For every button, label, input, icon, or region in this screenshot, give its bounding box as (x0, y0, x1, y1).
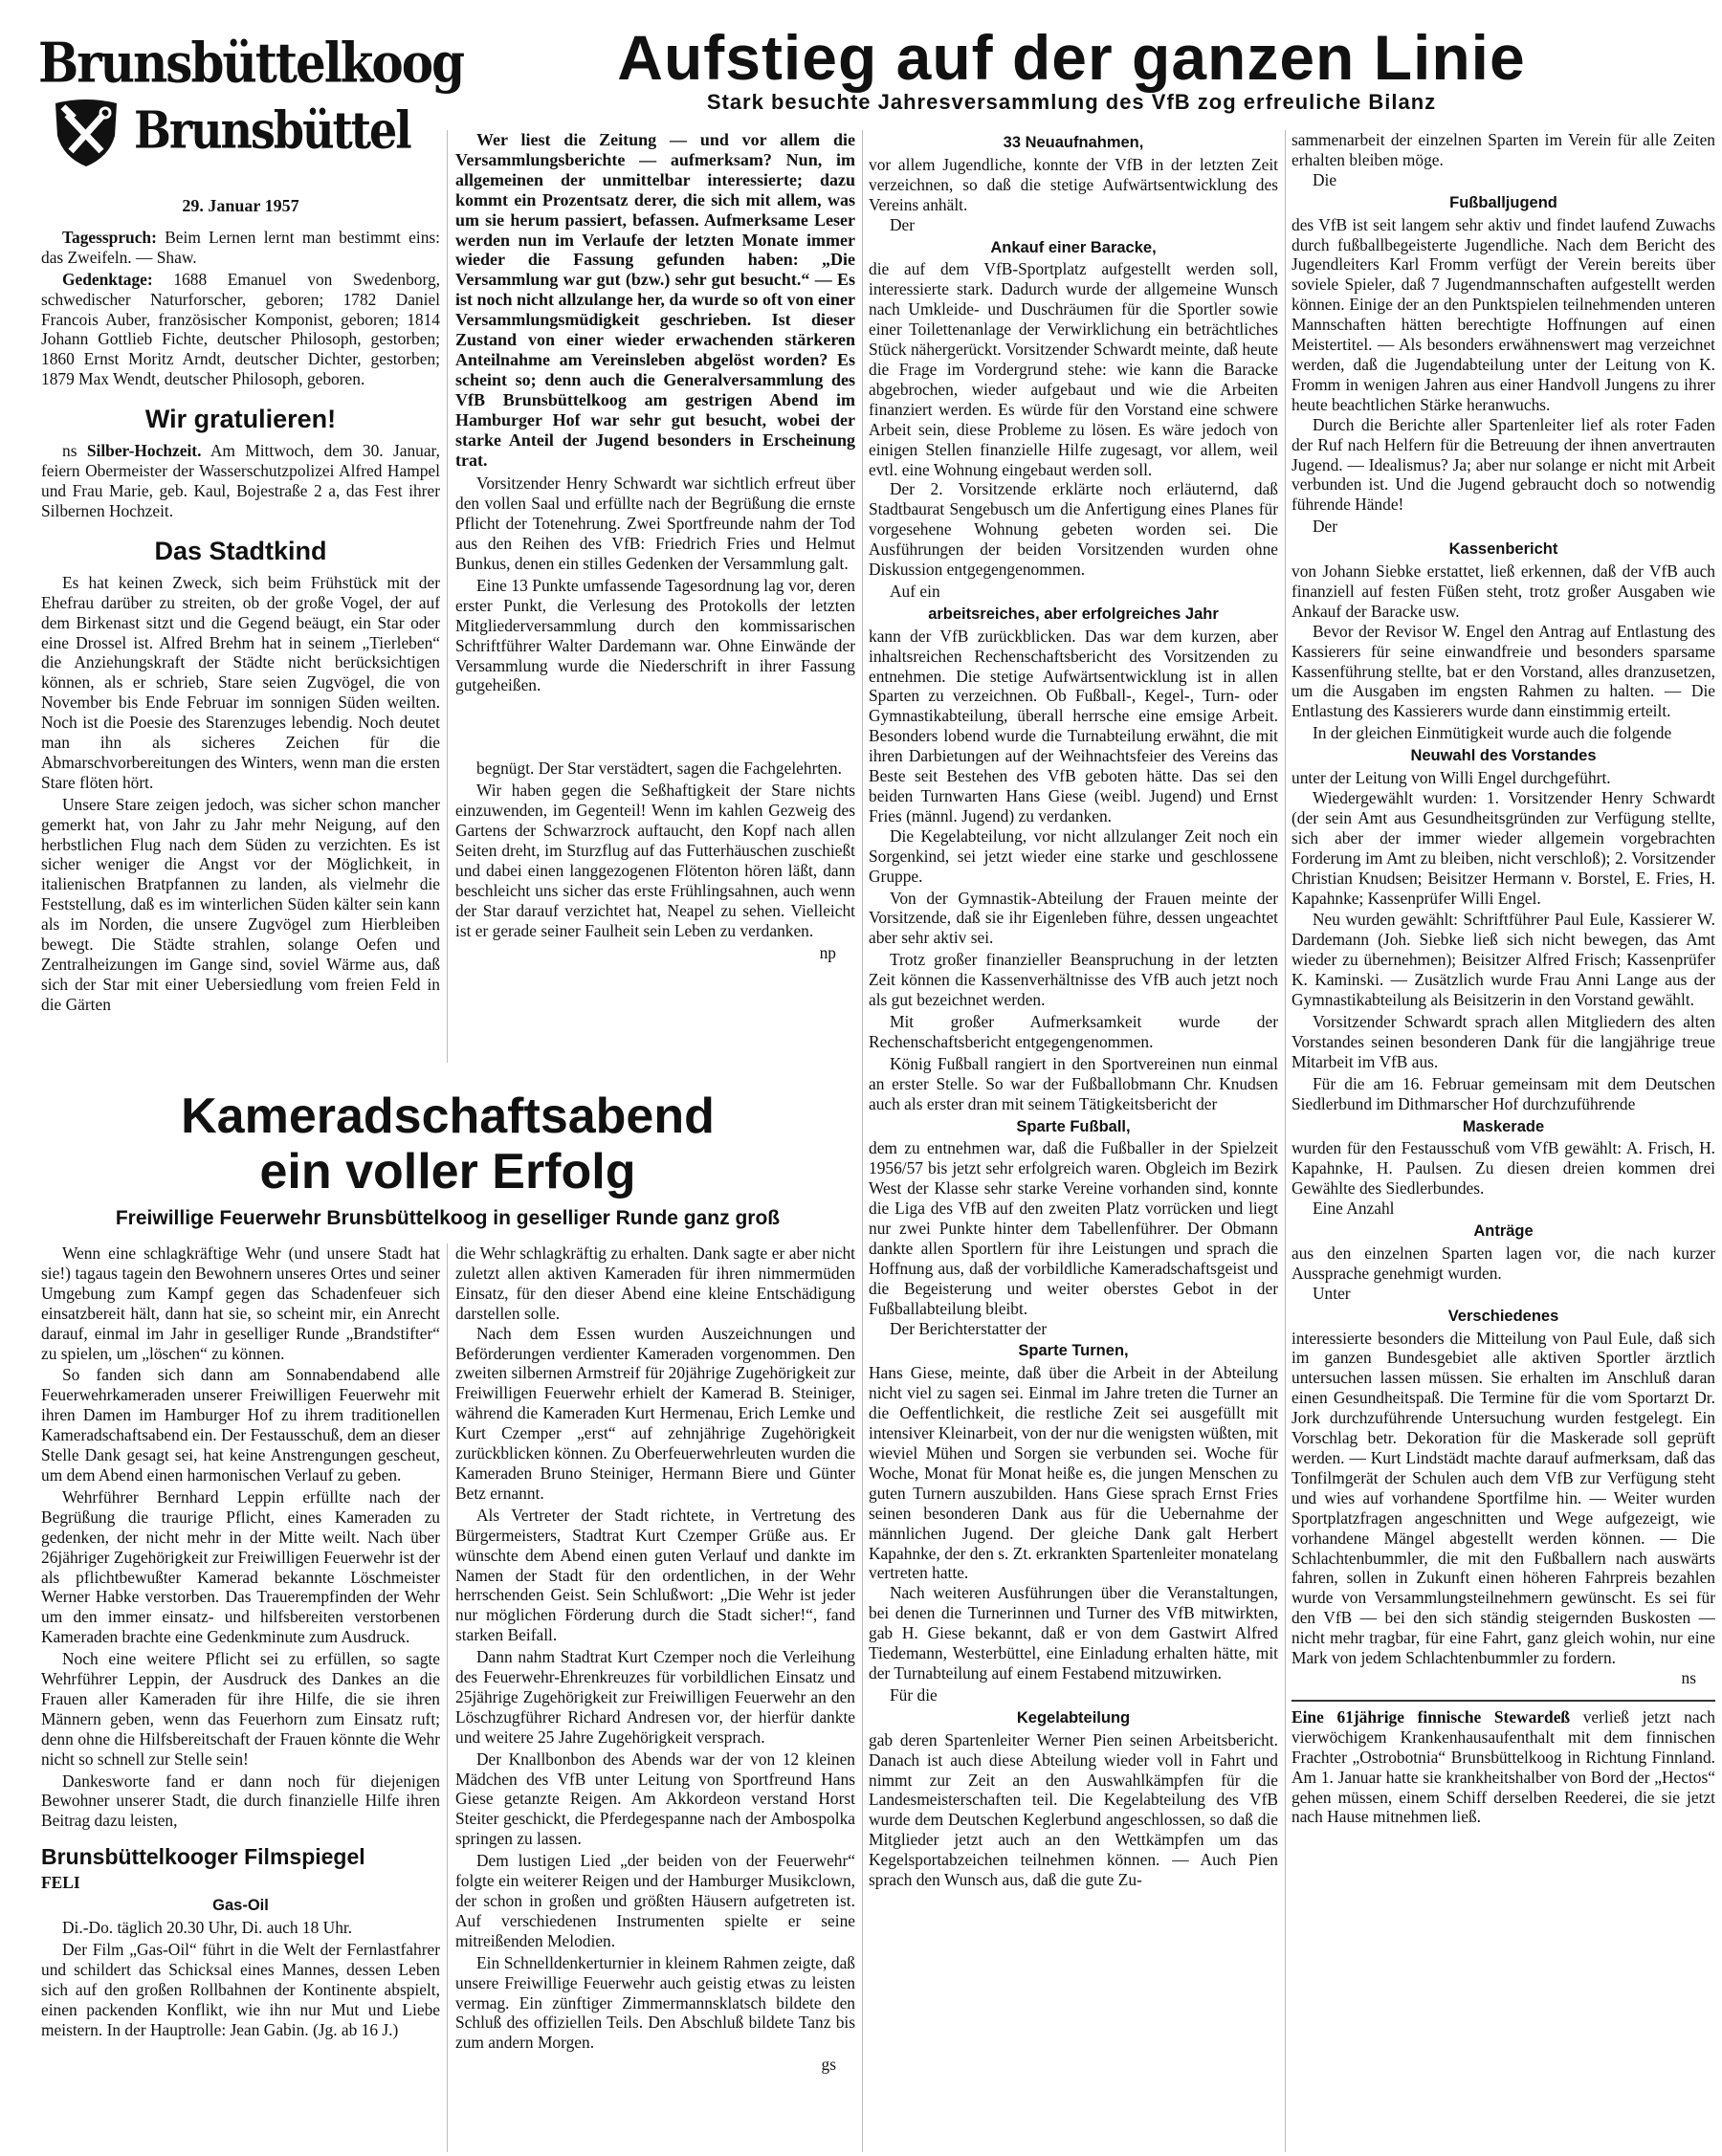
section-heading: Fußballjugend (1449, 193, 1557, 211)
article-intro: Wer liest die Zeitung — und vor allem die Versammlungsberichte — aufmerksam? Nun, im allgemeinen der unmittelbar interessierte; dazu kommt ein Prozentsatz derer, die sich mit allem, was um sie herum passiert, befassen. Aufmerksame Leser werden nun im Verlaufe der letzten Monate immer wieder die Fassung gefunden haben: „Die Versammlung war gut (bzw.) sehr gut besucht.“ — Es ist noch nicht allzulange her, da wurde so oft von einer Versammlungsmüdigkeit geschrieben. Ist dieser Zustand von einer wieder erwachenden stärkeren Anteilnahme am Vereinsleben abgelöst worden? Es scheint so; denn auch die Generalversammlung des VfB Brunsbüttelkoog am gestrigen Abend im Hamburger Hof war sehr gut besucht, wobei der starke Anteil der Jugend besonders in Erscheinung trat. (455, 130, 855, 470)
paragraph: Als Vertreter der Stadt richtete, in Vertretung des Bürgermeisters, Stadtrat Kurt Czemper Grüße aus. Er wünschte dem Abend einen guten Verlauf und dankte im Namen der Stadt für den ordentlichen, in der Wehr herrschenden Geist. Sein Schlußwort: „Die Wehr ist jeder nur möglichen Förderung durch die Stadt sicher!“, fand starken Beifall. (455, 1505, 855, 1645)
kameradschaftsabend-headline-line2: ein voller Erfolg (259, 1144, 636, 1199)
paragraph: die auf dem VfB-Sportplatz aufgestellt werden soll, interessierte stark. Dadurch wurde der allgemeine Wunsch nach Umkleide- und Duschräumen für die Sportler sowie einer Toilettenanlage der Verwirklichung ein beträchtliches Stück nähergerückt. Vorsitzender Schwardt meinte, daß heute die Frage im Vordergrund stehe: wie kann die Baracke abgebrochen, wieder aufgebaut und wie die Arbeiten finanziert werden. Es würde für den Vorstand eine schwere Arbeit sein, diese Probleme zu lösen. Es wäre jedoch von einigen Stellen finanzielle Hilfe zugesagt, vor allem, weil evtl. eine Wohnung eingebaut werden soll. (869, 259, 1278, 479)
paragraph: des VfB ist seit langem sehr aktiv und findet laufend Zuwachs durch fußballbegeisterte Jugendliche. Nach dem Bericht des Jugendleiters Karl Fromm verfügt der Verein bereits über soviele Spieler, daß 7 Jugendmannschaften aufgestellt werden können. Einige der an den Punktspielen teilnehmenden unteren Mannschaften hätten berechtigte Hoffnungen auf einen Meistertitel. — Als besonders erwähnenswert mag verzeichnet werden, daß die Jugendabteilung unter der Leitung von K. Fromm in wenigen Jahren aus einer Handvoll Jungens zu ihrer heute beachtlichen Stärke heranwuchs. (1292, 214, 1715, 414)
paragraph: Hans Giese, meinte, daß über die Arbeit in der Abteilung nicht viel zu sagen sei. Einmal im Jahre treten die Turner an die Oeffentlichkeit, die restliche Zeit sei ausgefüllt mit intensiver Kleinarbeit, von der nur die wenigsten wüßten, mit wieviel Mühen und Sorgen sie verbunden sei. Woche für Woche, Monat für Monat heiße es, die jungen Menschen zu guten Turnern auszubilden. Hans Giese sprach Ernst Fries seinen besonderen Dank aus für die Uebernahme der männlichen Jugend. Der gleiche Dank galt Herbert Kapahnke, der den s. Zt. erkrankten Spartenleiter monatelang vertreten hatte. (869, 1363, 1278, 1583)
column-divider (447, 1243, 448, 2152)
paragraph: Nach dem Essen wurden Auszeichnungen und Beförderungen verdienter Kameraden vorgenommen. Den zweiten silbernen Armstreif für 20jährige Zugehörigkeit zur Freiwilligen Feuerwehr erhielt der Kamerad B. Steiniger, während die Kameraden Kurt Hermenau, Erich Lemke und Kurt Czemper „erst“ auf zehnjährige Zugehörigkeit zurückblicken können. Zu Oberfeuerwehrleuten wurden die Kameraden Bruno Steiniger, Hermann Biere und Günter Betz ernannt. (455, 1323, 855, 1503)
author-signature: gs (821, 2055, 836, 2075)
masthead-title-brunsbuettel: Brunsbüttel (134, 99, 410, 161)
paragraph-text: verließ jetzt nach vierwöchigem Krankenhausaufenthalt mit dem finnischen Frachter „Ostrobotnia“ Brunsbüttelkoog in Richtung Finnland. Am 1. Januar hatte sie krankheitshalber von Bord der „Hectos“ gehen müssen, einem Schiff derselben Reederei, die sie jetzt nach Hause mitnehmen ließ. (1292, 1706, 1715, 1827)
paragraph: Der Knallbonbon des Abends war der von 12 kleinen Mädchen des VfB unter Leitung von Sportfreund Hans Giese getanzte Reigen. Am Akkordeon verstand Horst Steiter geschickt, die Pferdegespanne nach der Ambospolka springen zu lassen. (455, 1749, 855, 1849)
paragraph: Mit großer Aufmerksamkeit wurde der Rechenschaftsbericht entgegengenommen. (869, 1011, 1278, 1051)
paragraph: Durch die Berichte aller Spartenleiter lief als roter Faden der Ruf nach Helfern für die Betreuung der ihnen anvertrauten Jugend. — Idealismus? Ja; aber nur solange er nicht mit Arbeit verbunden ist. Und die Jugend gebraucht doch so notwendig führende Hände! (1292, 414, 1715, 515)
section-heading: Anträge (1473, 1222, 1534, 1241)
article-headline: Wir gratulieren! (144, 405, 337, 434)
paragraph: Die (1313, 169, 1337, 189)
paragraph: Neu wurden gewählt: Schriftführer Paul Eule, Kassierer W. Dardemann (Joh. Siebke ließ sich nicht bewegen, das Amt wieder zu übernehmen); Beisitzer Alfred Frisch; Kassenprüfer K. Kaminski. — Zusätzlich wurde Frau Anni Lange aus der Gymnastikabteilung als Beisitzerin in den Vorstand gewählt. (1292, 910, 1715, 1010)
paragraph: FELI (41, 1873, 80, 1893)
paragraph: kann der VfB zurückblicken. Das war dem kurzen, aber inhaltsreichen Rechenschaftsbericht des Vorsitzenden zu entnehmen. Die stetige Aufwärtsentwicklung ist in allen Sparten zu verzeichnen. Ob Fußball-, Kegel-, Turn- oder Gymnastikabteilung, überall herrsche eine emsige Arbeit. Besonders lobend wurde die Turnabteilung erwähnt, die mit ihren Darbietungen auf der Weihnachtsfeier des Vereins das Beste seit Bestehen des VfB geboten hätte. Das sei den beiden Turnwarten Hans Giese (weibl. Jugend) und Ernst Fries (männl. Jugend) zu verdanken. (869, 626, 1278, 825)
main-subheadline: Stark besuchte Jahresversammlung des VfB zog erfreuliche Bilanz (706, 90, 1437, 114)
paragraph: Auf ein (890, 581, 940, 601)
paragraph-text: Beim Lernen lernt man bestimmt eins: das Zweifeln. — Shaw. (41, 227, 440, 267)
paragraph: Dann nahm Stadtrat Kurt Czemper noch die Verleihung des Feuerwehr-Ehrenkreuzes für vorbildlichen Einsatz und 25jährige Zugehörigkeit zur Freiwilligen Feuerwehr an den Löschzugführer Richard Andresen vor, der hierfür dankte und weitere 25 Jahre Zugehörigkeit versprach. (455, 1647, 855, 1747)
paragraph: Trotz großer finanzieller Beanspruchung in der letzten Zeit können die Kassenverhältnisse des VfB auch jetzt noch als gut bezeichnet werden. (869, 950, 1278, 1010)
paragraph: Von der Gymnastik-Abteilung der Frauen meinte der Vorsitzende, daß sie ihr Eigenleben führe, dessen ungeachtet aber sehr aktiv sei. (869, 888, 1278, 948)
paragraph: Der (890, 214, 916, 234)
paragraph: Eine Anzahl (1313, 1199, 1395, 1219)
article-headline: Brunsbüttelkooger Filmspiegel (41, 1844, 365, 1870)
paragraph-lead: Silber-Hochzeit. (86, 441, 202, 461)
section-heading: Kegelabteilung (1016, 1708, 1131, 1727)
section-heading: Sparte Turnen, (1018, 1342, 1129, 1360)
paragraph: wurden für den Festausschuß vom VfB gewählt: A. Frisch, H. Kapahnke, H. Paulsen. Zu diesen dreien kommen drei Gewählte des Siedlerbundes. (1292, 1138, 1715, 1199)
paragraph: von Johann Siebke erstattet, ließ erkennen, daß der VfB auch finanziell auf festen Füßen steht, trotz großer Ausgaben wie Ankauf der Baracke usw. (1292, 561, 1715, 621)
column-1-top (41, 196, 440, 1076)
paragraph: sammenarbeit der einzelnen Sparten im Verein für alle Zeiten erhalten bleiben möge. (1292, 130, 1715, 169)
paragraph: König Fußball rangiert in den Sportvereinen nun einmal an erster Stelle. So war der Fußballobmann Chr. Knudsen auch als erster dran mit seinem Tätigkeitsbericht der (869, 1053, 1278, 1113)
paragraph: Der 2. Vorsitzende erklärte noch erläuternd, daß Stadtbaurat Sengebusch um die Anfertigung eines Planes für vorgesehene Wohnung gebeten worden sei. Die Ausführungen der beiden Vorsitzenden wurden ohne Diskussion entgegengenommen. (869, 479, 1278, 580)
column-spacer (455, 697, 855, 759)
column-divider (862, 130, 863, 2152)
paragraph: Unsere Stare zeigen jedoch, was sicher schon mancher gemerkt hat, von Jahr zu Jahr mehr Neigung, auf den herbstlichen Flug nach dem Süden zu verzichten. Es ist sicher weniger die Angst vor der Möglichkeit, in italienischen Bratpfannen zu landen, als vielmehr die Feststellung, daß es im winterlichen Süden kälter sein kann als im Norden, die unsere Zugvögel zum Hierbleiben bewegt. Die Städte strahlen, solange Oefen und Zentralheizungen im Gange sind, soviel Wärme aus, daß sich der Star mit einer Uebersiedlung vom freien Feld in die Gärten (41, 794, 440, 1014)
section-heading: Neuwahl des Vorstandes (1410, 747, 1597, 765)
paragraph: Für die am 16. Februar gemeinsam mit dem Deutschen Siedlerbund im Dithmarscher Hof durchzuführende (1292, 1073, 1715, 1113)
column-2-top (455, 130, 855, 1063)
paragraph: Der (1313, 517, 1338, 537)
masthead-title-brunsbuettelkoog: Brunsbüttelkoog (38, 30, 464, 96)
paragraph: Wiedergewählt wurden: 1. Vorsitzender Henry Schwardt (der sein Amt aus Gesundheitsgründen zur Verfügung stellte, sich aber der immer wieder allgemein vorgebrachten Forderung im Amt zu bleiben, nicht verschloß); 2. Vorsitzender Christian Knudsen; Beisitzer Hermann v. Borstel, E. Fries, H. Kapahnke; Kassenprüfer Willi Engel. (1292, 788, 1715, 908)
paragraph: aus den einzelnen Sparten lagen vor, die nach kurzer Aussprache genehmigt wurden. (1292, 1243, 1715, 1283)
paragraph-lead: Eine 61jährige finnische Stewardeß (1292, 1706, 1571, 1727)
paragraph: Eine 13 Punkte umfassende Tagesordnung lag vor, deren erster Punkt, die Verlesung des Protokolls der letzten Mitgliederversammlung durch den kommissarischen Schriftführer Walter Dardemann war. Ohne Einwände der Versammlung wurde die Niederschrift in ihrer Fassung gutgeheißen. (455, 575, 855, 695)
issue-date: 29. Januar 1957 (182, 196, 299, 215)
paragraph: vor allem Jugendliche, konnte der VfB in der letzten Zeit verzeichnen, so daß die stetige Aufwärtsentwicklung des Vereins anhält. (869, 154, 1278, 214)
paragraph: Es hat keinen Zweck, sich beim Frühstück mit der Ehefrau darüber zu streiten, ob der große Vogel, der auf dem Birkenast sitzt und die Gegend beäugt, ein Star oder eine Drossel ist. Alfred Brehm hat in seinem „Tierleben“ die Anziehungskraft der Städte nicht berücksichtigen können, als er schrieb, Stare seien Zugvögel, die von November bis Ende Februar im sonnigen Süden weilten. Noch ist die Poesie des Starenzuges lebendig. Noch deutet man ihn als sicheres Zeichen für die Abmarschvorbereitungen des Winters, wenn man die ersten Stare flöten hört. (41, 572, 440, 792)
section-heading: Gas-Oil (212, 1897, 269, 1915)
paragraph: Dem lustigen Lied „der beiden von der Feuerwehr“ folgte ein weiterer Reigen und der Hamburger Musikclown, der schon in großen und größten Häusern aufgetreten ist. Auf verschiedenen Instrumenten spielte er seine mitreißenden Melodien. (455, 1851, 855, 1950)
paragraph: Noch eine weitere Pflicht sei zu erfüllen, so sagte Wehrführer Leppin, der Ausdruck des Dankes an die Frauen aller Kameraden für ihre Hilfe, die sie ihren Männern geben, wenn das Feuerhorn zum Einsatz ruft; denn ohne die Hilfsbereitschaft der Frauen könnte die Wehr nicht so schnell zur Stelle sein! (41, 1649, 440, 1769)
column-3 (869, 130, 1278, 2152)
paragraph-lead: Gedenktage: (62, 269, 153, 289)
column-2-bottom (455, 1243, 855, 2152)
column-divider (1285, 130, 1286, 2152)
section-heading: 33 Neuaufnahmen, (1003, 134, 1144, 151)
paragraph: Der Berichterstatter der (890, 1318, 1048, 1338)
section-heading: Ankauf einer Baracke, (990, 238, 1157, 256)
paragraph: Wehrführer Bernhard Leppin erfüllte nach der Begrüßung die traurige Pflicht, eines Kameraden zu gedenken, der nicht mehr in der Mitte weilt. Nach über 26jähriger Zugehörigkeit zur Freiwilligen Feuerwehr ist der als pflichtbewußter Kamerad bekannte Löschmeister Werner Habke verstorben. Das Trauerempfinden der Wehr um den immer einsatz- und hilfsbereiten verstorbenen Kameraden brachte eine Gedenkminute zum Ausdruck. (41, 1486, 440, 1647)
main-headline: Aufstieg auf der ganzen Linie (617, 22, 1526, 93)
paragraph: Wenn eine schlagkräftige Wehr (und unsere Stadt hat sie!) tagaus tagein den Bewohnern unseres Ortes und seiner Umgebung zum Kampf gegen das Schadenfeuer sich einsatzbereit hält, dann hat sie, so scheint mir, ein Anrecht darauf, einmal im Jahr in geselliger Runde „Brandstifter“ zu spielen, um „löschen“ zu können. (41, 1243, 440, 1363)
coat-of-arms-icon (46, 98, 126, 168)
paragraph: Vorsitzender Henry Schwardt war sichtlich erfreut über den vollen Saal und erfüllte nach der Begrüßung die ernste Pflicht der Totenehrung. Zwei Sportfreunde nahm der Tod aus den Reihen des VfB: Friedrich Fries und Helmut Bunkus, denen ein stilles Gedenken der Versammlung galt. (455, 473, 855, 574)
section-heading: Sparte Fußball, (1016, 1117, 1131, 1135)
paragraph-lead: Tagesspruch: (62, 227, 157, 247)
paragraph: interessierte besonders die Mitteilung von Paul Eule, daß sich im ganzen Bundesgebiet alle aktiven Sportler ärztlich untersuchen lassen müssen. Sie erhalten im Anschluß daran einen Gesundheitspaß. Die Termine für die vom Sportarzt Dr. Jork durchzuführende Untersuchung wurden festgelegt. Ein Vorschlag betr. Dekoration für die Maskerade soll geprüft werden. — Kurt Lindstädt machte darauf aufmerksam, daß das Tonfilmgerät der Schulen auch dem VfB zur Verfügung steht und wies auf vorhandene Sportfilme hin. — Weiter wurden Sportplatzfragen angeschnitten und Wege aufgezeigt, wie vorhandene Mängel abgestellt werden können. — Die Schlachtenbummler, die mit den Fußballern nach auswärts fahren, sollen in Zukunft einen höheren Fahrpreis bezahlen wurde von Versammlungsteilnehmern gewünscht. Es sei für den VfB — bei den sich ständig steigernden Buskosten — nicht mehr tragbar, für eine Fahrt, ganz gleich wohin, nur eine Mark von jedem Schlachtenbummler zu fordern. (1292, 1328, 1715, 1668)
author-signature: ns (1681, 1667, 1696, 1687)
author-initials: ns (62, 441, 87, 461)
column-1-bottom (41, 1243, 440, 2152)
section-heading: Kassenbericht (1448, 540, 1558, 559)
paragraph: Nach weiteren Ausführungen über die Veranstaltungen, bei denen die Turnerinnen und Turner des VfB mitwirkten, gab H. Giese bekannt, daß er von dem Gastwirt Alfred Tiedemann, Westerbüttel, eine Einladung erhalten hätte, mit der Turnabteilung auf einem Festabend mitzuwirken. (869, 1583, 1278, 1683)
paragraph: Ein Schnelldenkerturnier in kleinem Rahmen zeigte, daß unsere Freiwillige Feuerwehr auch geistig etwas zu leisten vermag. Ein zünftiger Zimmermannsklatsch bildete den Schluß des offiziellen Teils. Den Abschluß bildete Tanz bis zum andern Morgen. (455, 1952, 855, 2053)
news-brief (1292, 1700, 1715, 1827)
paragraph: dem zu entnehmen war, daß die Fußballer in der Spielzeit 1956/57 bis jetzt sehr erfolgreich waren. Obgleich im Bezirk West der Klasse sehr starke Vereine vorhanden sind, konnte die Liga des VfB auf den zweiten Platz vorrücken und liegt nur zwei Punkte hinter dem Tabellenführer. Der Obmann dankte allen Sportlern für ihre Leistungen und sprach die Hoffnung aus, daß der vorbildliche Kameradschaftsgeist und die Begeisterung und weiter oberstes Gebot in der Fußballabteilung bleibt. (869, 1138, 1278, 1318)
paragraph (41, 228, 440, 268)
kameradschaftsabend-headline-line1: Kameradschaftsabend (181, 1089, 715, 1144)
paragraph: die Wehr schlagkräftig zu erhalten. Dank sagte er aber nicht zuletzt allen aktiven Kameraden für ihren nimmermüden Einsatz, für den dieser Abend eine kleine Entschädigung darstellen solle. (455, 1243, 855, 1323)
column-4 (1292, 130, 1715, 2152)
paragraph: Die Kegelabteilung, vor nicht allzulanger Zeit noch ein Sorgenkind, sei jetzt wieder eine starke und geschlossene Gruppe. (869, 825, 1278, 886)
column-divider (447, 130, 448, 1063)
paragraph: unter der Leitung von Willi Engel durchgeführt. (1292, 768, 1611, 788)
section-heading: arbeitsreiches, aber erfolgreiches Jahr (928, 605, 1219, 623)
paragraph: Bevor der Revisor W. Engel den Antrag auf Entlastung des Kassierers für seine einwandfreie und besonders sparsame Kassenführung stellte, bat er den Vorstand, alles dranzusetzen, um die Ausgaben im engsten Rahmen zu halten. — Die Entlastung des Kassierers wurde dann einstimmig erteilt. (1292, 621, 1715, 721)
paragraph: gab deren Spartenleiter Werner Pien seinen Arbeitsbericht. Danach ist auch diese Abteilung wieder voll in Fahrt und nimmt zur Zeit an den Auswahlkämpfen für die Landesmeisterschaften teil. Die Kegelabteilung des VfB wurde dem Deutschen Keglerbund angeschlossen, so daß die Mitglieder jetzt auch an den Wettkämpfen um das Kegelsportabzeichen teilnehmen können. — Auch Pien sprach den Wunsch aus, daß die gute Zu- (869, 1729, 1278, 1890)
paragraph: Dankesworte fand er dann noch für diejenigen Bewohner unserer Stadt, die durch finanzielle Hilfe ihren Beitrag dazu leisten, (41, 1771, 440, 1831)
kameradschaftsabend-headline (41, 1089, 854, 1199)
kameradschaftsabend-subheadline: Freiwillige Feuerwehr Brunsbüttelkoog in geselliger Runde ganz groß (115, 1207, 781, 1229)
article-headline: Das Stadtkind (154, 536, 327, 565)
paragraph: In der gleichen Einmütigkeit wurde auch die folgende (1313, 723, 1672, 743)
paragraph: begnügt. Der Star verstädtert, sagen die Fachgelehrten. (476, 759, 842, 779)
paragraph-text: Am Mittwoch, dem 30. Januar, feiern Obermeister der Wasserschutzpolizei Alfred Hampel und Frau Marie, geb. Kaul, Bojestraße 2 a, das Fest ihrer Silbernen Hochzeit. (41, 441, 440, 520)
paragraph: Unter (1313, 1283, 1351, 1303)
paragraph: Für die (890, 1684, 938, 1705)
section-heading: Verschiedenes (1447, 1307, 1559, 1325)
paragraph: Wir haben gegen die Seßhaftigkeit der Stare nichts einzuwenden, im Gegenteil! Wenn im kahlen Gezweig des Gartens der Schwarzrock auftaucht, den Kopf nach allen Seiten dreht, im Sturzflug auf das Futterhäuschen zuschießt und dabei einen langgezogenen Flötenton hören läßt, dann beschleicht uns sicher das erste Frühlingsahnen, auch wenn der Star darauf verzichtet hat, Neapel zu sehen. Vielleicht ist er gerade seiner Faulheit sein Leben zu verdanken. (455, 781, 855, 940)
paragraph: So fanden sich dann am Sonnabendabend alle Feuerwehrkameraden unserer Freiwilligen Feuerwehr mit ihren Damen im Hamburger Hof zu ihrem traditionellen Kameradschaftsabend ein. Der Festausschuß, dem an dieser Stelle Dank gesagt sei, hat keine Anstrengungen gescheut, um dem Abend einen harmonischen Verlauf zu geben. (41, 1365, 440, 1485)
paragraph (41, 270, 440, 389)
author-signature: np (819, 942, 836, 962)
paragraph-text: 1688 Emanuel von Swedenborg, schwedischer Naturforscher, geboren; 1782 Daniel Francois Auber, französischer Komponist, geboren; 1814 Johann Gottlieb Fichte, deutscher Philosoph, gestorben; 1860 Ernst Moritz Arndt, deutscher Dichter, gestorben; 1879 Max Wendt, deutscher Philosoph, geboren. (41, 269, 440, 389)
paragraph: Vorsitzender Schwardt sprach allen Mitgliedern des alten Vorstandes seinen besonderen Dank für die langjährige treue Mitarbeit im VfB aus. (1292, 1011, 1715, 1071)
section-heading: Maskerade (1462, 1117, 1545, 1135)
paragraph: Di.-Do. täglich 20.30 Uhr, Di. auch 18 Uhr. (62, 1918, 353, 1938)
paragraph: Der Film „Gas-Oil“ führt in die Welt der Fernlastfahrer und schildert das Schicksal eines Mannes, dessen Leben sich auf den großen Rollbahnen der Kontinente abspielt, einen packenden Konflikt, wie ihn nur Mut und Liebe meistern. In der Hauptrolle: Jean Gabin. (Jg. ab 16 J.) (41, 1940, 440, 2039)
paragraph (41, 441, 440, 521)
masthead-logo (38, 30, 464, 168)
